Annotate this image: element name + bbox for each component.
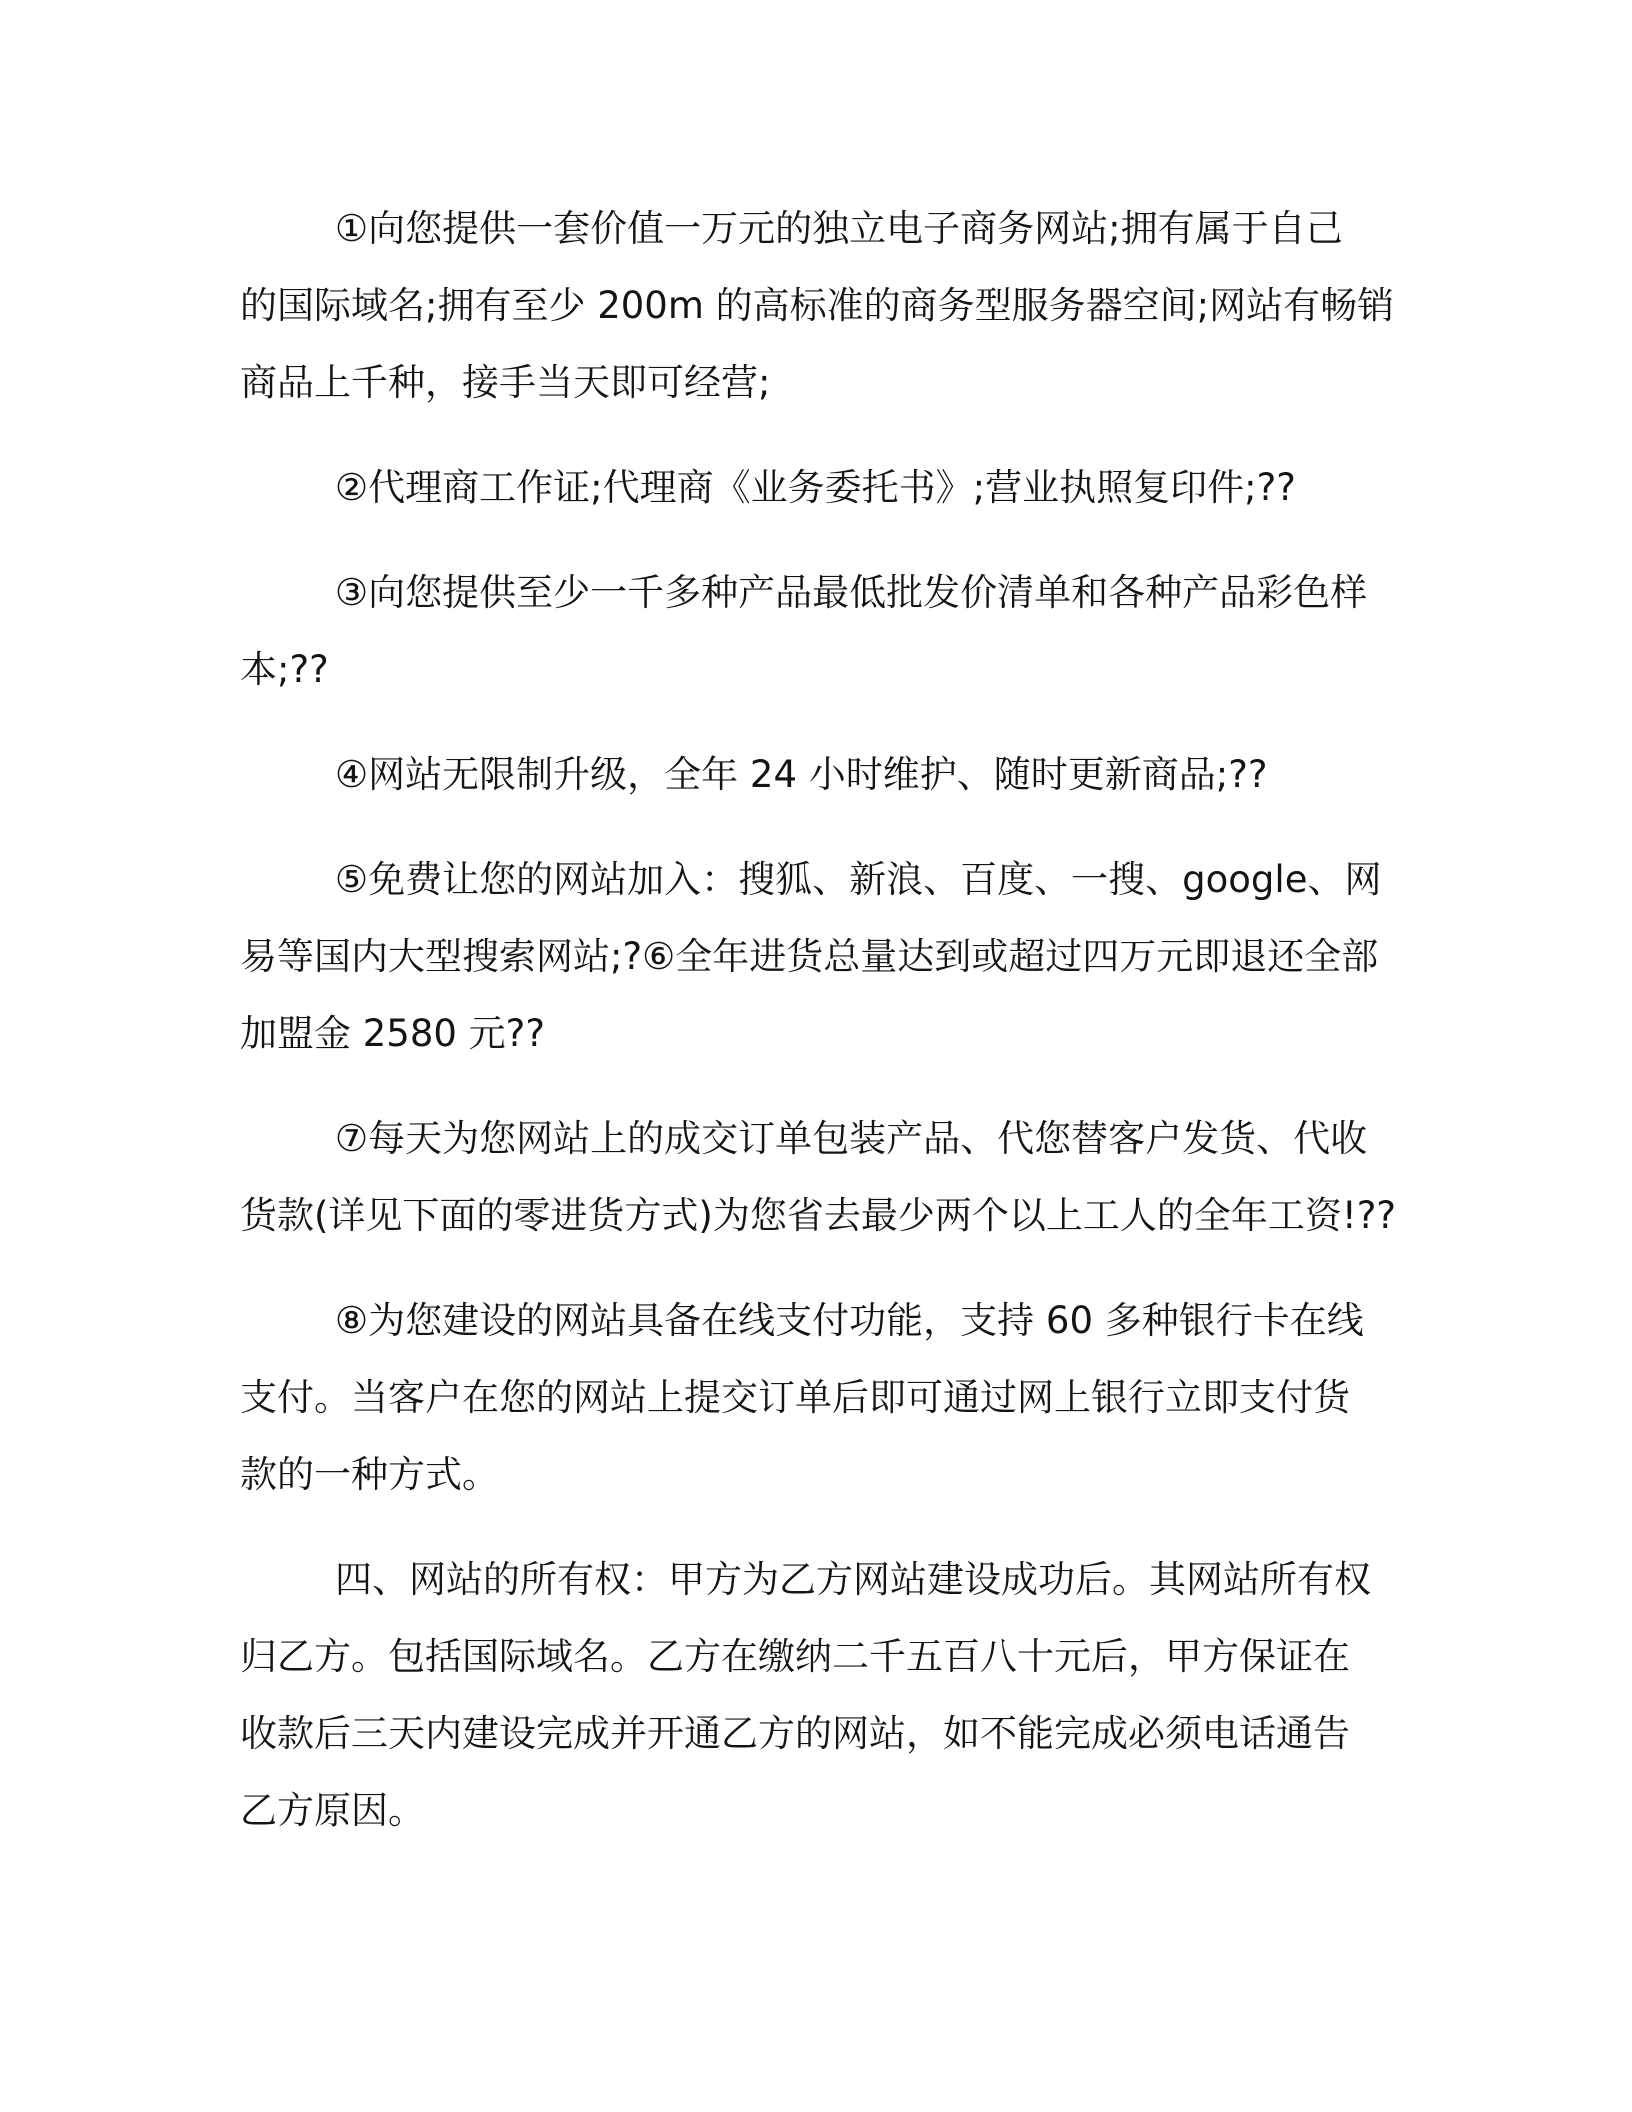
paragraph-item-2 — [240, 449, 1392, 526]
paragraph-item-7 — [240, 1100, 1396, 1254]
text-line: ①向您提供一套价值一万元的独立电子商务网站;拥有属于自己 — [335, 207, 1343, 250]
text-line: 本;?? — [240, 648, 329, 691]
paragraph-item-3 — [240, 554, 1392, 708]
text-line: ②代理商工作证;代理商《业务委托书》;营业执照复印件;?? — [335, 466, 1296, 509]
text-line: ③向您提供至少一千多种产品最低批发价清单和各种产品彩色样 — [335, 571, 1368, 614]
text-line: 的国际域名;拥有至少 200m 的高标准的商务型服务器空间;网站有畅销 — [240, 284, 1395, 327]
text-line: 收款后三天内建设完成并开通乙方的网站，如不能完成必须电话通告 — [240, 1712, 1350, 1755]
text-line: 加盟金 2580 元?? — [240, 1012, 545, 1055]
paragraph-item-1 — [240, 190, 1395, 421]
text-line: 货款(详见下面的零进货方式)为您省去最少两个以上工人的全年工资!?? — [240, 1194, 1396, 1237]
text-line: 乙方原因。 — [240, 1789, 425, 1832]
paragraph-item-5 — [240, 841, 1392, 1072]
text-line: ⑧为您建设的网站具备在线支付功能，支持 60 多种银行卡在线 — [335, 1299, 1364, 1342]
text-line: ⑦每天为您网站上的成交订单包装产品、代您替客户发货、代收 — [335, 1117, 1368, 1160]
paragraph-ownership — [240, 1541, 1392, 1849]
paragraph-item-8 — [240, 1282, 1392, 1513]
text-line: 四、网站的所有权：甲方为乙方网站建设成功后。其网站所有权 — [335, 1558, 1371, 1601]
document-page — [240, 190, 1396, 1877]
text-line: 款的一种方式。 — [240, 1453, 499, 1496]
text-line: 归乙方。包括国际域名。乙方在缴纳二千五百八十元后，甲方保证在 — [240, 1635, 1350, 1678]
text-line: ④网站无限制升级，全年 24 小时维护、随时更新商品;?? — [335, 753, 1268, 796]
text-line: 支付。当客户在您的网站上提交订单后即可通过网上银行立即支付货 — [240, 1376, 1350, 1419]
text-line: 易等国内大型搜索网站;?⑥全年进货总量达到或超过四万元即退还全部 — [240, 935, 1379, 978]
text-line: 商品上千种，接手当天即可经营; — [240, 361, 771, 404]
paragraph-item-4 — [240, 736, 1392, 813]
text-line: ⑤免费让您的网站加入：搜狐、新浪、百度、一搜、google、网 — [335, 858, 1382, 901]
